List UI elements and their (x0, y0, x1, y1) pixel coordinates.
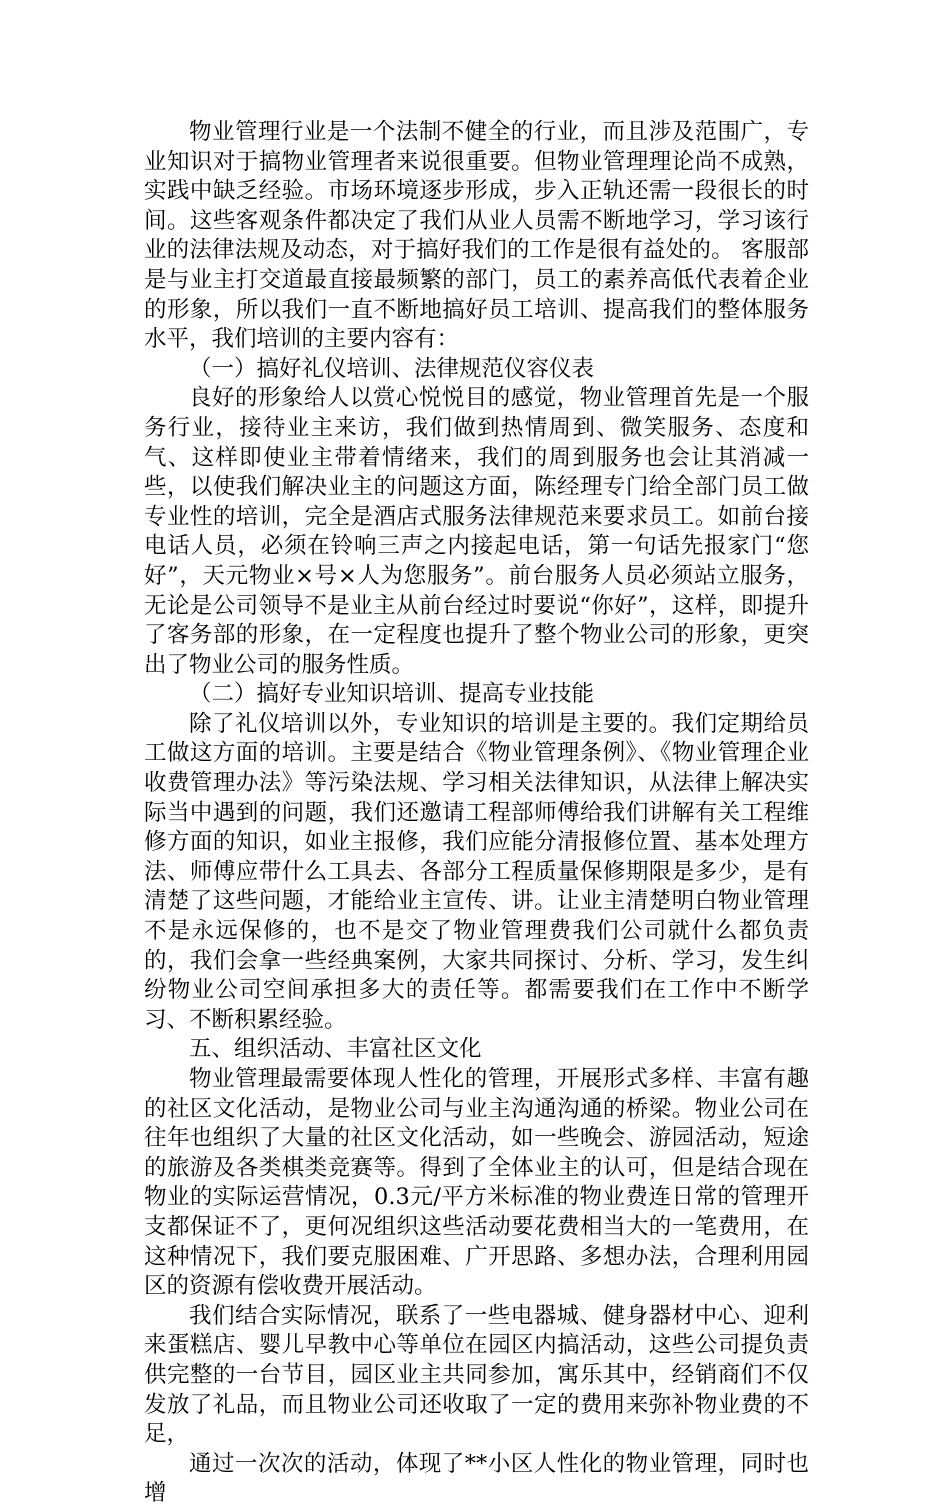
paragraph-professional-skills: 除了礼仪培训以外，专业知识的培训是主要的。我们定期给员工做这方面的培训。主要是结合《物业管理条例》、《物业管理企业收费管理办法》等污染法规、学习相关法律知识，从法律上解决实际当中遇到的问题，我们还邀请工程部师傅给我们讲解有关工程维修方面的知识，如业主报修，我们应能分清报修位置、基本处理方法、师傅应带什么工具去、各部分工程质量保修期限是多少，是有清楚了这些问题，才能给业主宣传、讲。让业主清楚明白物业管理不是永远保修的，也不是交了物业管理费我们公司就什么都负责的，我们会拿一些经典案例，大家共同探讨、分析、学习，发生纠纷物业公司空间承担多大的责任等。都需要我们在工作中不断学习、不断积累经验。 (144, 710, 809, 1033)
paragraph-closing: 通过一次次的活动，体现了**小区人性化的物业管理，同时也增 (144, 1450, 809, 1507)
paragraph-community-culture: 物业管理最需要体现人性化的管理，开展形式多样、丰富有趣的社区文化活动，是物业公司与业主沟通沟通的桥梁。物业公司在往年也组织了大量的社区文化活动，如一些晚会、游园活动，短途的旅游及各类棋类竞赛等。得到了全体业主的认可，但是结合现在物业的实际运营情况，0.3元/平方米标准的物业费连日常的管理开支都保证不了，更何况组织这些活动要花费相当大的一笔费用，在这种情况下，我们要克服困难、广开思路、多想办法，合理利用园区的资源有偿收费开展活动。 (144, 1066, 809, 1300)
section-heading-community-activities: 五、组织活动、丰富社区文化 (189, 1036, 482, 1063)
section-heading-etiquette: （一）搞好礼仪培训、法律规范仪容仪表 (189, 355, 595, 382)
paragraph-etiquette: 良好的形象给人以赏心悦悦目的感觉，物业管理首先是一个服务行业，接待业主来访，我们做到热情周到、微笑服务、态度和气、这样即使业主带着情绪来，我们的周到服务也会让其消减一些，以使我们解决业主的问题这方面，陈经理专门给全部门员工做专业性的培训，完全是酒店式服务法律规范来要求员工。如前台接电话人员，必须在铃响三声之内接起电话，第一句话先报家门“您好”，天元物业×号×人为您服务”。前台服务人员必须站立服务，无论是公司领导不是业主从前台经过时要说“你好”，这样，即提升了客务部的形象，在一定程度也提升了整个物业公司的形象，更突出了物业公司的服务性质。 (144, 385, 809, 678)
document-page (144, 118, 809, 1509)
paragraph-partner-activities: 我们结合实际情况，联系了一些电器城、健身器材中心、迎利来蛋糕店、婴儿早教中心等单位在园区内搞活动，这些公司提负责供完整的一台节目，园区业主共同参加，寓乐其中，经销商们不仅发放了礼品，而且物业公司还收取了一定的费用来弥补物业费的不足， (144, 1302, 809, 1448)
section-heading-professional-skills: （二）搞好专业知识培训、提高专业技能 (189, 681, 595, 708)
paragraph-intro: 物业管理行业是一个法制不健全的行业，而且涉及范围广，专业知识对于搞物业管理者来说很重要。但物业管理理论尚不成熟，实践中缺乏经验。市场环境逐步形成，步入正轨还需一段很长的时间。这些客观条件都决定了我们从业人员需不断地学习，学习该行业的法律法规及动态，对于搞好我们的工作是很有益处的。 客服部是与业主打交道最直接最频繁的部门，员工的素养高低代表着企业的形象，所以我们一直不断地搞好员工培训、提高我们的整体服务水平，我们培训的主要内容有： (144, 119, 809, 353)
